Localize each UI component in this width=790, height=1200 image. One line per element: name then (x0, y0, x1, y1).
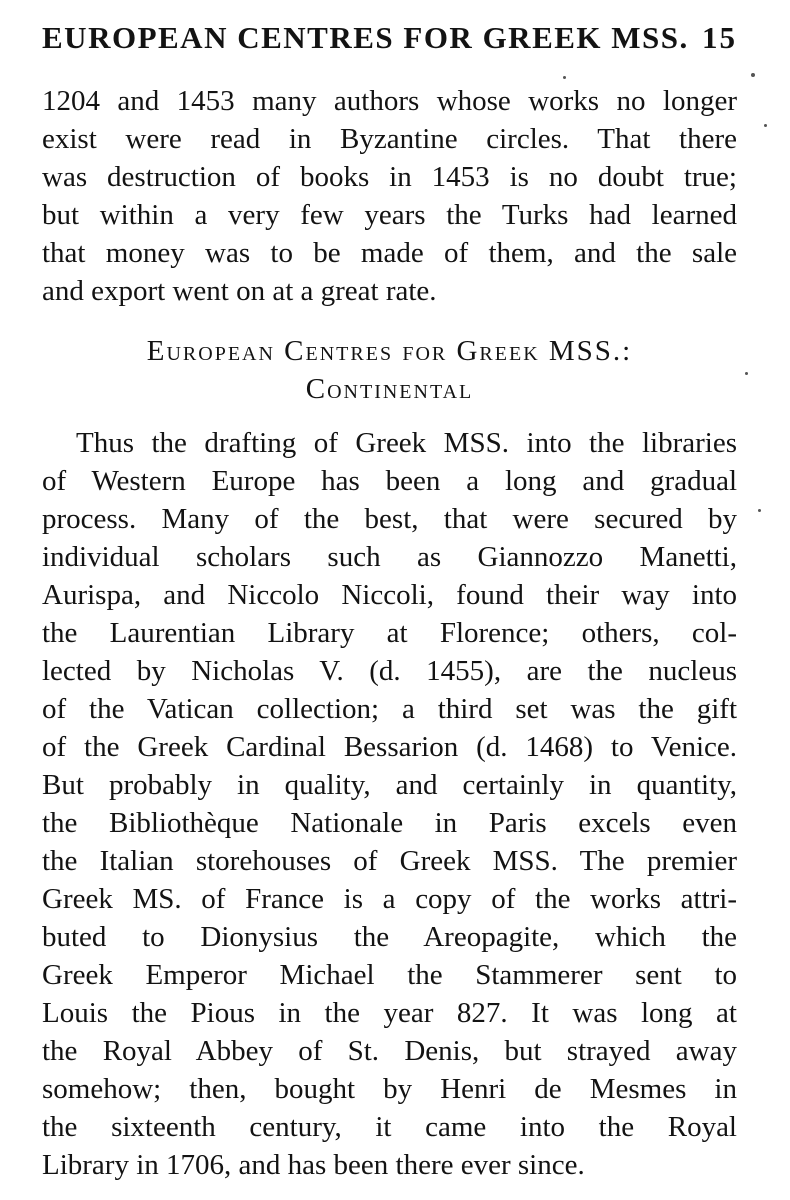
text-line: the Bibliothèque Nationale in Paris excels even (42, 807, 737, 839)
text-line: Aurispa, and Niccolo Niccoli, found their way into (42, 579, 737, 611)
text-line: Louis the Pious in the year 827. It was long at (42, 997, 737, 1029)
text-line: Greek MS. of France is a copy of the works attri- (42, 883, 737, 915)
text-line: the Italian storehouses of Greek MSS. The premier (42, 845, 737, 877)
paragraph-main (42, 424, 737, 1184)
text-line: buted to Dionysius the Areopagite, which the (42, 921, 737, 953)
text-line: Library in 1706, and has been there ever since. (42, 1149, 585, 1181)
page-number: 15 (702, 20, 737, 55)
text-line: was destruction of books in 1453 is no doubt true; (42, 161, 737, 193)
text-line: but within a very few years the Turks had learned (42, 199, 737, 231)
text-line: Greek Emperor Michael the Stammerer sent to (42, 959, 737, 991)
text-line: the sixteenth century, it came into the Royal (42, 1111, 737, 1143)
text-line: the Laurentian Library at Florence; others, col- (42, 617, 737, 649)
text-line: 1204 and 1453 many authors whose works no longer (42, 85, 737, 117)
section-heading-line-2: Continental (305, 373, 474, 405)
scan-speck (751, 73, 755, 77)
paragraph-continuation (42, 82, 737, 310)
text-line: process. Many of the best, that were secured by (42, 503, 737, 535)
scan-speck (745, 372, 748, 375)
text-line: Thus the drafting of Greek MSS. into the libraries (76, 427, 737, 459)
running-header (42, 20, 737, 56)
scan-speck (758, 509, 761, 512)
section-heading (42, 332, 737, 408)
text-line: lected by Nicholas V. (d. 1455), are the nucleus (42, 655, 737, 687)
scan-speck (764, 124, 767, 127)
scan-speck (563, 76, 566, 79)
text-line: the Royal Abbey of St. Denis, but strayed away (42, 1035, 737, 1067)
text-line: of the Vatican collection; a third set was the gift (42, 693, 737, 725)
text-line: and export went on at a great rate. (42, 275, 437, 307)
text-line: But probably in quality, and certainly in quantity, (42, 769, 737, 801)
text-line: of the Greek Cardinal Bessarion (d. 1468) to Venice. (42, 731, 737, 763)
text-line: that money was to be made of them, and the sale (42, 237, 737, 269)
running-header-title: EUROPEAN CENTRES FOR GREEK MSS. (42, 20, 689, 55)
text-line: of Western Europe has been a long and gradual (42, 465, 737, 497)
text-line: exist were read in Byzantine circles. That there (42, 123, 737, 155)
text-line: individual scholars such as Giannozzo Manetti, (42, 541, 737, 573)
text-line: somehow; then, bought by Henri de Mesmes in (42, 1073, 737, 1105)
section-heading-line-1: European Centres for Greek MSS.: (146, 335, 633, 367)
